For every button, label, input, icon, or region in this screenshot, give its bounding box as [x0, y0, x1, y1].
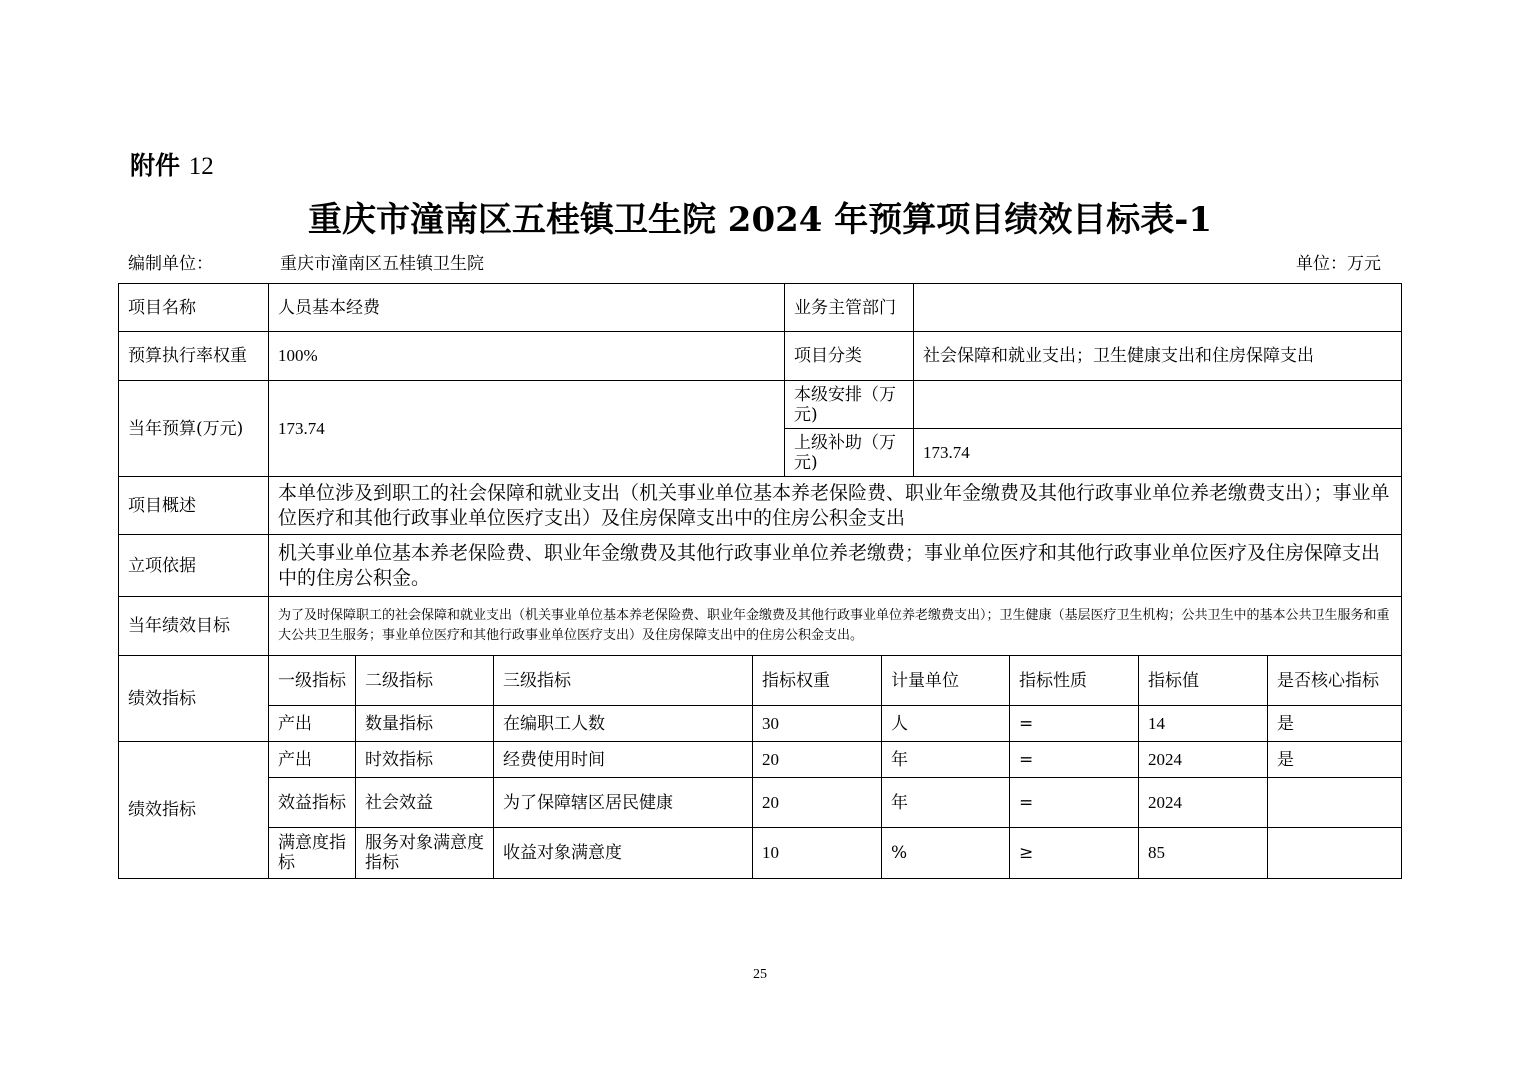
local-label: 本级安排（万元) — [785, 381, 914, 429]
performance-table — [118, 283, 1402, 879]
indicator-level2: 时效指标 — [356, 742, 494, 778]
indicator-level3: 收益对象满意度 — [494, 828, 753, 879]
budget-value: 173.74 — [269, 381, 785, 477]
indicator-unit: 人 — [882, 706, 1010, 742]
indicator-section-label: 绩效指标 — [119, 656, 269, 742]
prepared-by-org: 重庆市潼南区五桂镇卫生院 — [280, 254, 484, 274]
indicator-unit: 年 — [882, 778, 1010, 828]
indicator-weight: 20 — [753, 778, 882, 828]
budget-label: 当年预算(万元) — [119, 381, 269, 477]
goal-label: 当年绩效目标 — [119, 597, 269, 656]
indicator-level1: 效益指标 — [269, 778, 356, 828]
indicator-unit: % — [882, 828, 1010, 879]
indicator-unit: 年 — [882, 742, 1010, 778]
dept-value — [914, 284, 1402, 332]
page-number: 25 — [753, 967, 767, 982]
indicator-level3: 经费使用时间 — [494, 742, 753, 778]
indicator-row — [119, 706, 1402, 742]
row-basis — [119, 535, 1402, 597]
dept-label: 业务主管部门 — [785, 284, 914, 332]
exec-weight-value: 100% — [269, 332, 785, 381]
indicator-nature: = — [1010, 778, 1139, 828]
indicator-level1: 满意度指标 — [269, 828, 356, 879]
indicator-core: 是 — [1268, 706, 1402, 742]
basis-label: 立项依据 — [119, 535, 269, 597]
category-label: 项目分类 — [785, 332, 914, 381]
exec-weight-label: 预算执行率权重 — [119, 332, 269, 381]
project-name-label: 项目名称 — [119, 284, 269, 332]
indicator-weight: 30 — [753, 706, 882, 742]
header-level1: 一级指标 — [269, 656, 356, 706]
basis-text: 机关事业单位基本养老保险费、职业年金缴费及其他行政事业单位养老缴费；事业单位医疗和其他行政事业单位医疗及住房保障支出中的住房公积金。 — [269, 535, 1402, 597]
indicator-weight: 10 — [753, 828, 882, 879]
header-weight: 指标权重 — [753, 656, 882, 706]
project-name-value: 人员基本经费 — [269, 284, 785, 332]
indicator-core: 是 — [1268, 742, 1402, 778]
indicator-value: 2024 — [1139, 742, 1268, 778]
indicator-level3: 为了保障辖区居民健康 — [494, 778, 753, 828]
header-level2: 二级指标 — [356, 656, 494, 706]
prepared-by-label: 编制单位： — [128, 254, 213, 274]
indicator-level2: 社会效益 — [356, 778, 494, 828]
superior-value: 173.74 — [914, 429, 1402, 477]
header-core: 是否核心指标 — [1268, 656, 1402, 706]
row-project-name — [119, 284, 1402, 332]
superior-label: 上级补助（万元) — [785, 429, 914, 477]
indicator-section-label-2: 绩效指标 — [119, 742, 269, 879]
indicator-core — [1268, 778, 1402, 828]
indicator-header-row — [119, 656, 1402, 706]
indicator-level3: 在编职工人数 — [494, 706, 753, 742]
category-value: 社会保障和就业支出；卫生健康支出和住房保障支出 — [914, 332, 1402, 381]
indicator-level2: 服务对象满意度指标 — [356, 828, 494, 879]
indicator-row — [119, 828, 1402, 879]
indicator-value: 85 — [1139, 828, 1268, 879]
row-exec-weight — [119, 332, 1402, 381]
indicator-nature: = — [1010, 742, 1139, 778]
attachment-word: 附件 — [130, 151, 181, 180]
indicator-value: 2024 — [1139, 778, 1268, 828]
indicator-row — [119, 778, 1402, 828]
header-value: 指标值 — [1139, 656, 1268, 706]
row-goal — [119, 597, 1402, 656]
header-unit: 计量单位 — [882, 656, 1010, 706]
row-overview — [119, 477, 1402, 535]
document-title: 重庆市潼南区五桂镇卫生院 2024 年预算项目绩效目标表-1 — [307, 200, 1213, 240]
indicator-nature: ≥ — [1010, 828, 1139, 879]
indicator-weight: 20 — [753, 742, 882, 778]
indicator-core — [1268, 828, 1402, 879]
attachment-number: 12 — [188, 153, 214, 180]
overview-text: 本单位涉及到职工的社会保障和就业支出（机关事业单位基本养老保险费、职业年金缴费及其他行政事业单位养老缴费支出）；事业单位医疗和其他行政事业单位医疗支出）及住房保障支出中的住房公积金支出 — [269, 477, 1402, 535]
indicator-nature: = — [1010, 706, 1139, 742]
goal-text: 为了及时保障职工的社会保障和就业支出（机关事业单位基本养老保险费、职业年金缴费及其他行政事业单位养老缴费支出）；卫生健康（基层医疗卫生机构；公共卫生中的基本公共卫生服务和重大公共卫生服务；事业单位医疗和其他行政事业单位医疗支出）及住房保障支出中的住房公积金支出。 — [269, 597, 1402, 656]
unit-label: 单位：万元 — [1296, 254, 1381, 274]
indicator-value: 14 — [1139, 706, 1268, 742]
indicator-level2: 数量指标 — [356, 706, 494, 742]
indicator-level1: 产出 — [269, 706, 356, 742]
header-nature: 指标性质 — [1010, 656, 1139, 706]
attachment-label — [130, 146, 214, 182]
header-level3: 三级指标 — [494, 656, 753, 706]
indicator-row — [119, 742, 1402, 778]
row-budget — [119, 381, 1402, 429]
local-value — [914, 381, 1402, 429]
overview-label: 项目概述 — [119, 477, 269, 535]
indicator-level1: 产出 — [269, 742, 356, 778]
